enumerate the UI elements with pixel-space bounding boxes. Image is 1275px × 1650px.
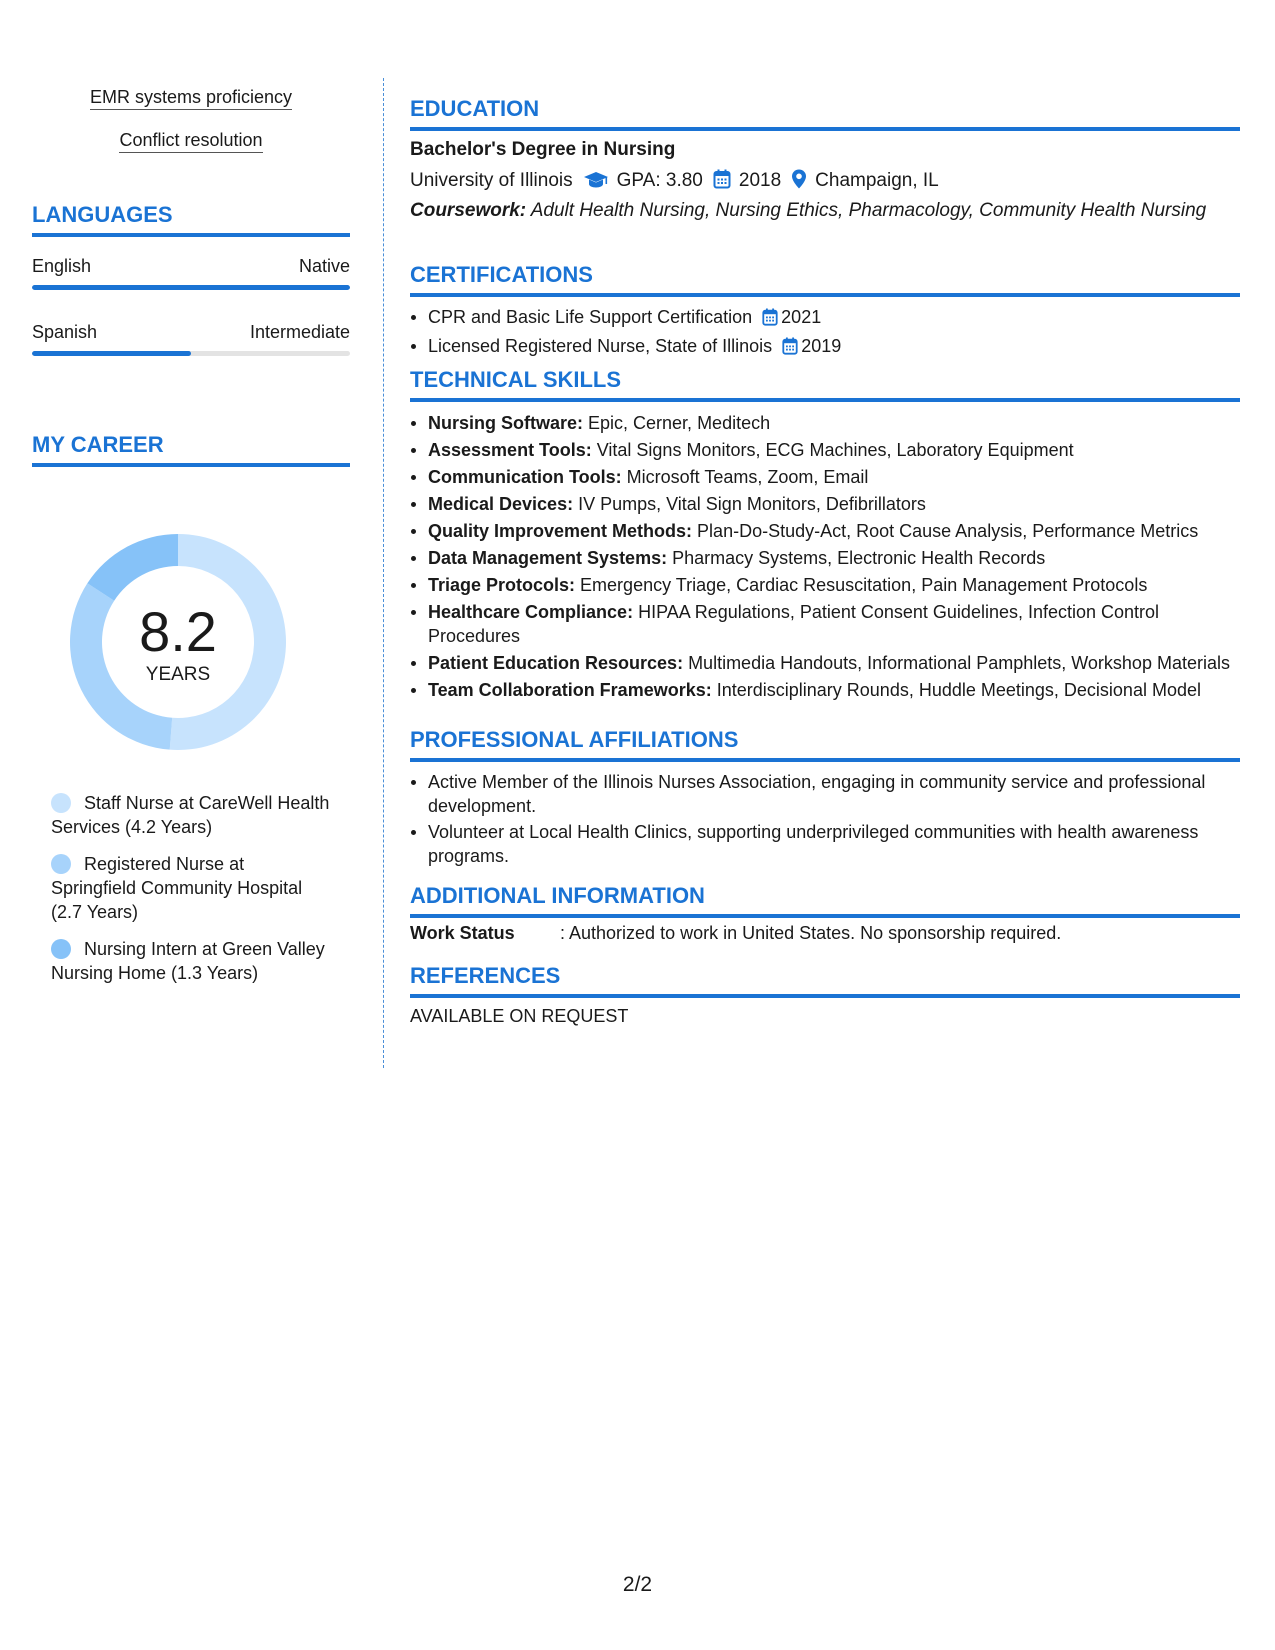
certification-date bbox=[762, 305, 821, 332]
career-total-years: 8.2 bbox=[139, 600, 217, 663]
technical-skills-list bbox=[410, 411, 1240, 705]
language-level: Intermediate bbox=[249, 322, 350, 342]
technical-skills-heading: TECHNICAL SKILLS bbox=[410, 367, 1240, 402]
certification-item bbox=[410, 305, 1240, 332]
skill-values: Multimedia Handouts, Informational Pamphlets, Workshop Materials bbox=[683, 653, 1230, 673]
career-legend-label: Registered Nurse at Springfield Community Hospital (2.7 Years) bbox=[51, 854, 303, 922]
certifications-list bbox=[410, 305, 1240, 361]
calendar-icon bbox=[762, 308, 778, 332]
career-legend-label: Staff Nurse at CareWell Health Services (4.2 Years) bbox=[51, 793, 330, 837]
certification-name: Licensed Registered Nurse, State of Illinois bbox=[428, 336, 773, 356]
certification-date bbox=[782, 334, 841, 361]
language-row bbox=[32, 255, 350, 277]
school-name: University of Illinois bbox=[410, 170, 573, 191]
column-divider bbox=[383, 78, 384, 1068]
calendar-icon bbox=[713, 169, 731, 196]
skill-item bbox=[410, 651, 1240, 675]
graduation-cap-icon bbox=[583, 171, 609, 196]
career-legend-item bbox=[51, 791, 331, 839]
skill-values: Interdisciplinary Rounds, Huddle Meetings, Decisional Model bbox=[711, 680, 1201, 700]
skill-item bbox=[410, 573, 1240, 597]
skill-values: Pharmacy Systems, Electronic Health Records bbox=[667, 548, 1046, 568]
skill-category: Communication Tools: bbox=[428, 467, 622, 487]
affiliations-list bbox=[410, 770, 1240, 870]
skill-tag bbox=[32, 86, 350, 110]
skill-category: Patient Education Resources: bbox=[428, 653, 684, 673]
references-heading: REFERENCES bbox=[410, 963, 1240, 998]
school-location: Champaign, IL bbox=[815, 170, 939, 191]
certification-year: 2019 bbox=[801, 336, 842, 356]
skill-item bbox=[410, 411, 1240, 435]
skill-category: Data Management Systems: bbox=[428, 548, 668, 568]
skill-category: Nursing Software: bbox=[428, 413, 584, 433]
graduation-year: 2018 bbox=[738, 170, 782, 191]
career-donut-center bbox=[66, 530, 290, 754]
skill-tag-label: Conflict resolution bbox=[119, 129, 262, 153]
language-name: Spanish bbox=[32, 322, 98, 342]
certifications-heading: CERTIFICATIONS bbox=[410, 262, 1240, 297]
language-level: Native bbox=[298, 256, 350, 276]
language-proficiency-bar bbox=[32, 351, 350, 356]
skill-values: IV Pumps, Vital Sign Monitors, Defibrillators bbox=[573, 494, 926, 514]
work-status-label: Work Status bbox=[410, 923, 515, 943]
skill-category: Triage Protocols: bbox=[428, 575, 576, 595]
language-proficiency-fill bbox=[32, 351, 191, 356]
career-heading: MY CAREER bbox=[32, 432, 350, 467]
language-row bbox=[32, 321, 350, 343]
career-donut-chart bbox=[66, 530, 290, 754]
language-name: English bbox=[32, 256, 92, 276]
skill-values: Emergency Triage, Cardiac Resuscitation, Pain Management Protocols bbox=[575, 575, 1148, 595]
skill-category: Assessment Tools: bbox=[428, 440, 592, 460]
legend-dot-icon bbox=[51, 793, 71, 813]
gpa: GPA: 3.80 bbox=[616, 170, 703, 191]
skill-item bbox=[410, 600, 1240, 648]
skill-item bbox=[410, 465, 1240, 489]
career-legend-label: Nursing Intern at Green Valley Nursing Home (1.3 Years) bbox=[51, 939, 325, 983]
skill-item bbox=[410, 519, 1240, 543]
skill-values: HIPAA Regulations, Patient Consent Guidelines, Infection Control Procedures bbox=[428, 602, 1160, 646]
career-total-unit: YEARS bbox=[145, 664, 211, 685]
skill-values: Epic, Cerner, Meditech bbox=[583, 413, 771, 433]
skill-category: Team Collaboration Frameworks: bbox=[428, 680, 712, 700]
work-status-value: : Authorized to work in United States. No sponsorship required. bbox=[560, 923, 1062, 943]
skill-values: Microsoft Teams, Zoom, Email bbox=[621, 467, 869, 487]
skill-item bbox=[410, 438, 1240, 462]
certification-name: CPR and Basic Life Support Certification bbox=[428, 307, 753, 327]
languages-heading: LANGUAGES bbox=[32, 202, 350, 237]
legend-dot-icon bbox=[51, 854, 71, 874]
coursework bbox=[410, 199, 1240, 223]
page-number: 2/2 bbox=[622, 1573, 653, 1596]
skill-values: Vital Signs Monitors, ECG Machines, Laboratory Equipment bbox=[591, 440, 1074, 460]
certification-year: 2021 bbox=[781, 307, 822, 327]
location-pin-icon bbox=[791, 169, 807, 196]
skill-tag bbox=[32, 129, 350, 153]
legend-dot-icon bbox=[51, 939, 71, 959]
education-meta bbox=[410, 169, 1240, 196]
affiliations-heading: PROFESSIONAL AFFILIATIONS bbox=[410, 727, 1240, 762]
education-heading: EDUCATION bbox=[410, 96, 1240, 131]
career-legend-item bbox=[51, 937, 331, 985]
skill-category: Healthcare Compliance: bbox=[428, 602, 634, 622]
coursework-label: Coursework: bbox=[410, 200, 527, 221]
skill-item bbox=[410, 492, 1240, 516]
career-legend-item bbox=[51, 852, 331, 924]
language-proficiency-bar bbox=[32, 285, 350, 290]
language-proficiency-fill bbox=[32, 285, 350, 290]
calendar-icon bbox=[782, 337, 798, 361]
additional-info-heading: ADDITIONAL INFORMATION bbox=[410, 883, 1240, 918]
coursework-list: Adult Health Nursing, Nursing Ethics, Pharmacology, Community Health Nursing bbox=[526, 200, 1207, 221]
skill-item bbox=[410, 546, 1240, 570]
skill-item bbox=[410, 678, 1240, 702]
affiliation-item: Active Member of the Illinois Nurses Association, engaging in community service and professional development. bbox=[410, 770, 1240, 818]
skill-tag-label: EMR systems proficiency bbox=[90, 86, 292, 110]
references-text: AVAILABLE ON REQUEST bbox=[410, 1006, 629, 1026]
skill-category: Medical Devices: bbox=[428, 494, 574, 514]
certification-item bbox=[410, 334, 1240, 361]
affiliation-item: Volunteer at Local Health Clinics, supporting underprivileged communities with health awareness programs. bbox=[410, 820, 1240, 868]
degree-title: Bachelor's Degree in Nursing bbox=[410, 139, 676, 160]
skill-category: Quality Improvement Methods: bbox=[428, 521, 693, 541]
skill-values: Plan-Do-Study-Act, Root Cause Analysis, Performance Metrics bbox=[692, 521, 1199, 541]
